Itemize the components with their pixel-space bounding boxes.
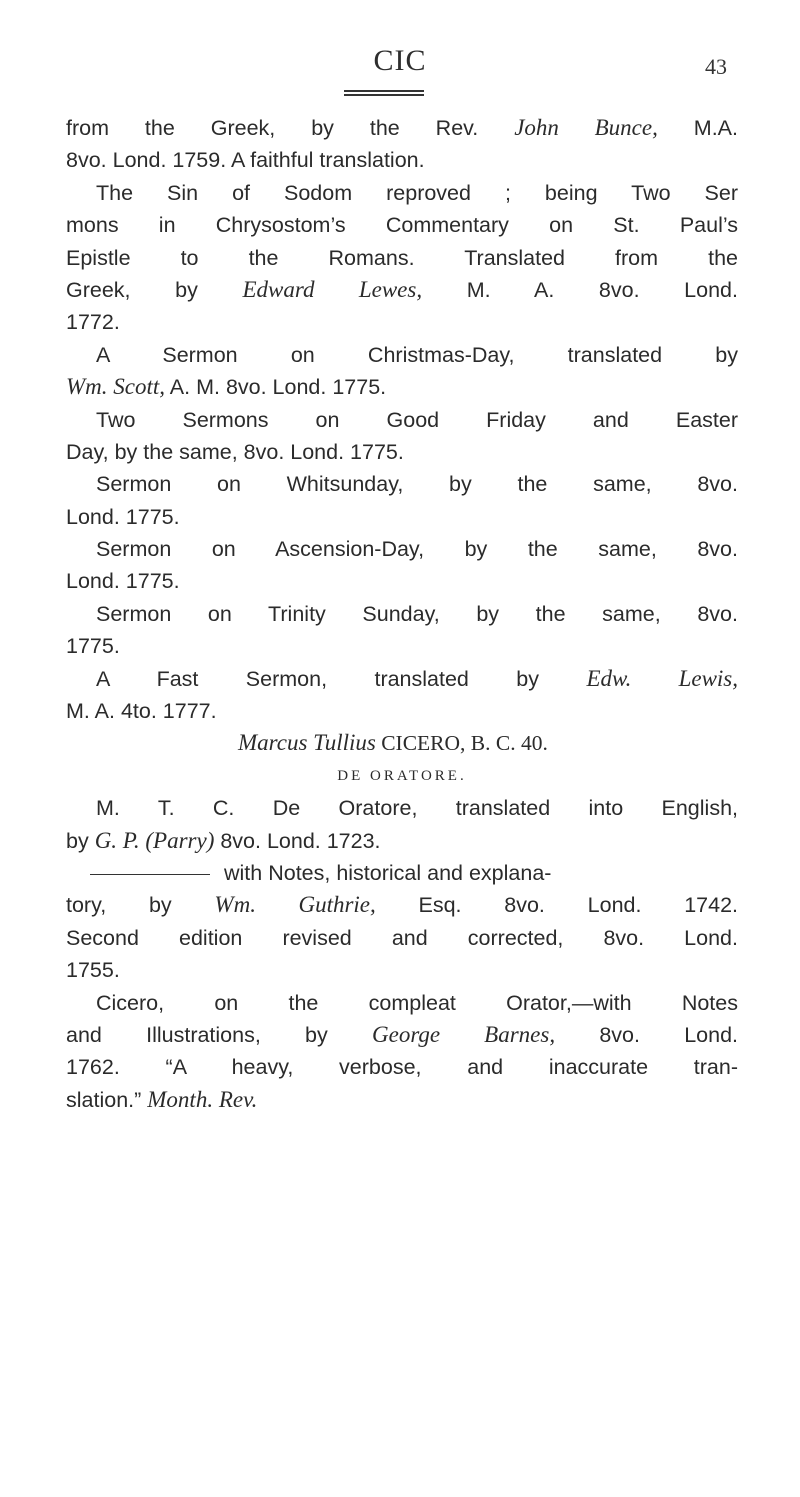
text-line: 8vo. Lond. 1759. A faithful translation. [66,148,425,173]
text-line: from the Greek, by the Rev. John Bunce, M.A. [66,115,738,140]
running-head: CIC [373,44,427,77]
author-heading-italic: Marcus Tullius [238,730,376,756]
author-name: Edw. Lewis, [586,665,738,691]
entry-line: A Sermon on Christmas-Day, translated by [96,342,738,367]
entry-line: with Notes, historical and explana- [66,857,738,889]
entry-line: Sermon on Ascension-Day, by the same, 8vo. [96,537,738,562]
entry-line: Two Sermons on Good Friday and Easter [96,407,738,432]
text-line: tory, by Wm. Guthrie, Esq. 8vo. Lond. 1742. [66,892,738,918]
entry-line: The Sin of Sodom reproved ; being Two Ser [96,180,738,205]
translator-name: G. P. (Parry) [94,827,215,853]
text-line: slation.” Month. Rev. [66,1086,258,1112]
review-citation: Month. Rev. [147,1086,258,1112]
text-line: Lond. 1775. [66,569,180,594]
text-line: Greek, by Edward Lewes, M. A. 8vo. Lond. [66,276,738,302]
section-title: DE ORATORE. [337,767,467,784]
entry-line: A Fast Sermon, translated by Edw. Lewis, [96,665,738,691]
entry-line: Cicero, on the compleat Orator,—with Notes [96,990,738,1015]
author-heading: Marcus Tullius CICERO, B. C. 40. [238,730,548,756]
author-name: George Barnes, [372,1021,556,1047]
text-line: 1762. “A heavy, verbose, and inaccurate tran- [66,1055,738,1080]
text-line: Epistle to the Romans. Translated from the [66,245,738,270]
entry-line: M. T. C. De Oratore, translated into English, [96,796,738,821]
text-line: Second edition revised and corrected, 8vo. Lond. [66,925,738,950]
page-number: 43 [705,54,727,79]
author-name: John Bunce, [514,115,658,140]
catalogue-text [66,112,738,1116]
entry-line: Sermon on Trinity Sunday, by the same, 8vo. [96,601,738,626]
author-name: Edward Lewes, [242,276,423,302]
header-rule [344,90,424,96]
text-line: mons in Chrysostom’s Commentary on St. Paul’s [66,213,738,238]
page-header [0,44,800,104]
text-line: 1775. [66,634,120,659]
text-line: by G. P. (Parry) 8vo. Lond. 1723. [66,827,381,853]
text-line: Lond. 1775. [66,504,180,529]
text-line: M. A. 4to. 1777. [66,699,217,724]
author-name: Wm. Guthrie, [214,892,376,918]
text-line: 1772. [66,310,120,335]
text-line: 1755. [66,958,120,983]
entry-line: Sermon on Whitsunday, by the same, 8vo. [96,472,738,497]
text-line: Wm. Scott, A. M. 8vo. Lond. 1775. [66,374,387,400]
text-line: Day, by the same, 8vo. Lond. 1775. [66,439,404,464]
ditto-rule [90,874,210,875]
text-line: and Illustrations, by George Barnes, 8vo. Lond. [66,1021,738,1047]
author-name: Wm. Scott, [66,374,166,400]
